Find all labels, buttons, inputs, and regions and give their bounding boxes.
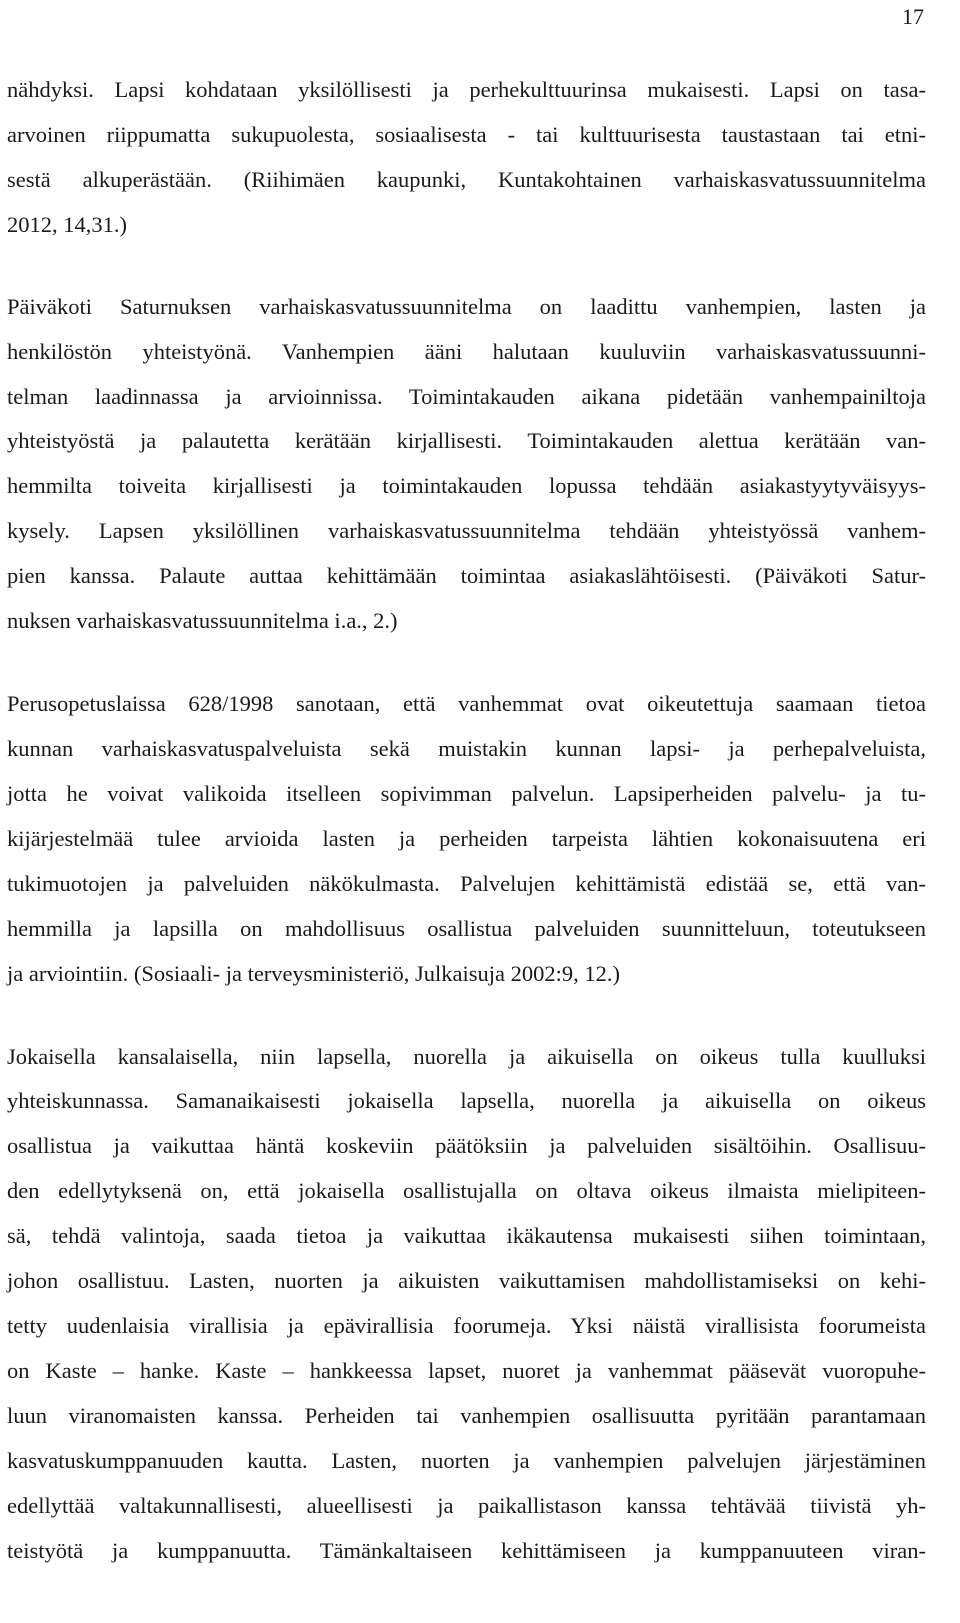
text-line: ja arviointiin. (Sosiaali- ja terveysministeriö, Julkaisuja 2002:9, 12.) [7,961,621,986]
text-line: yhteiskunnassa. Samanaikaisesti jokaisella lapsella, nuorella ja aikuisella on oikeus [7,1088,926,1113]
text-line: kunnan varhaiskasvatuspalveluista sekä muistakin kunnan lapsi- ja perhepalveluista, [7,736,926,761]
text-line: kasvatuskumppanuuden kautta. Lasten, nuorten ja vanhempien palvelujen järjestäminen [7,1448,926,1473]
text-line: 2012, 14,31.) [7,212,127,237]
text-line: teistyötä ja kumppanuutta. Tämänkaltaiseen kehittämiseen ja kumppanuuteen viran- [7,1538,926,1563]
text-line: hemmilla ja lapsilla on mahdollisuus osallistua palveluiden suunnitteluun, toteutukseen [7,916,926,941]
text-line: Jokaisella kansalaisella, niin lapsella, nuorella ja aikuisella on oikeus tulla kuulluksi [7,1044,926,1069]
text-line: on Kaste – hanke. Kaste – hankkeessa lapset, nuoret ja vanhemmat pääsevät vuoropuhe- [7,1358,926,1383]
text-line: tukimuotojen ja palveluiden näkökulmasta. Palvelujen kehittämistä edistää se, että van- [7,871,926,896]
text-line: johon osallistuu. Lasten, nuorten ja aikuisten vaikuttamisen mahdollistamiseksi on kehi- [7,1268,926,1293]
text-line: nuksen varhaiskasvatussuunnitelma i.a., 2.) [7,608,398,633]
text-line: sä, tehdä valintoja, saada tietoa ja vaikuttaa ikäkautensa mukaisesti siihen toimintaan, [7,1223,926,1248]
text-line: kijärjestelmää tulee arvioida lasten ja perheiden tarpeista lähtien kokonaisuutena eri [7,826,926,851]
page-number: 17 [902,4,924,29]
text-line: pien kanssa. Palaute auttaa kehittämään toimintaa asiakaslähtöisesti. (Päiväkoti Satur- [7,563,926,588]
text-line: Päiväkoti Saturnuksen varhaiskasvatussuunnitelma on laadittu vanhempien, lasten ja [7,294,926,319]
text-line: sestä alkuperästään. (Riihimäen kaupunki, Kuntakohtainen varhaiskasvatussuunnitelma [7,167,926,192]
text-line: arvoinen riippumatta sukupuolesta, sosiaalisesta - tai kulttuurisesta taustastaan tai etni- [7,122,926,147]
text-line: jotta he voivat valikoida itselleen sopivimman palvelun. Lapsiperheiden palvelu- ja tu- [7,781,926,806]
text-line: tetty uudenlaisia virallisia ja epävirallisia foorumeja. Yksi näistä virallisista foorumeista [7,1313,926,1338]
text-line: henkilöstön yhteistyönä. Vanhempien ääni halutaan kuuluviin varhaiskasvatussuunni- [7,339,926,364]
text-line: kysely. Lapsen yksilöllinen varhaiskasvatussuunnitelma tehdään yhteistyössä vanhem- [7,518,926,543]
text-line: den edellytyksenä on, että jokaisella osallistujalla on oltava oikeus ilmaista mielipiteen- [7,1178,926,1203]
text-line: edellyttää valtakunnallisesti, alueellisesti ja paikallistason kanssa tehtävää tiivistä yh- [7,1493,926,1518]
text-line: nähdyksi. Lapsi kohdataan yksilöllisesti ja perhekulttuurinsa mukaisesti. Lapsi on tasa- [7,77,926,102]
text-line: luun viranomaisten kanssa. Perheiden tai vanhempien osallisuutta pyritään parantamaan [7,1403,926,1428]
text-line: osallistua ja vaikuttaa häntä koskeviin päätöksiin ja palveluiden sisältöihin. Osallisuu- [7,1133,926,1158]
text-line: Perusopetuslaissa 628/1998 sanotaan, että vanhemmat ovat oikeutettuja saamaan tietoa [7,691,926,716]
text-line: hemmilta toiveita kirjallisesti ja toimintakauden lopussa tehdään asiakastyytyväisyys- [7,473,926,498]
text-line: telman laadinnassa ja arvioinnissa. Toimintakauden aikana pidetään vanhempainiltoja [7,384,926,409]
text-line: yhteistyöstä ja palautetta kerätään kirjallisesti. Toimintakauden alettua kerätään van- [7,428,926,453]
